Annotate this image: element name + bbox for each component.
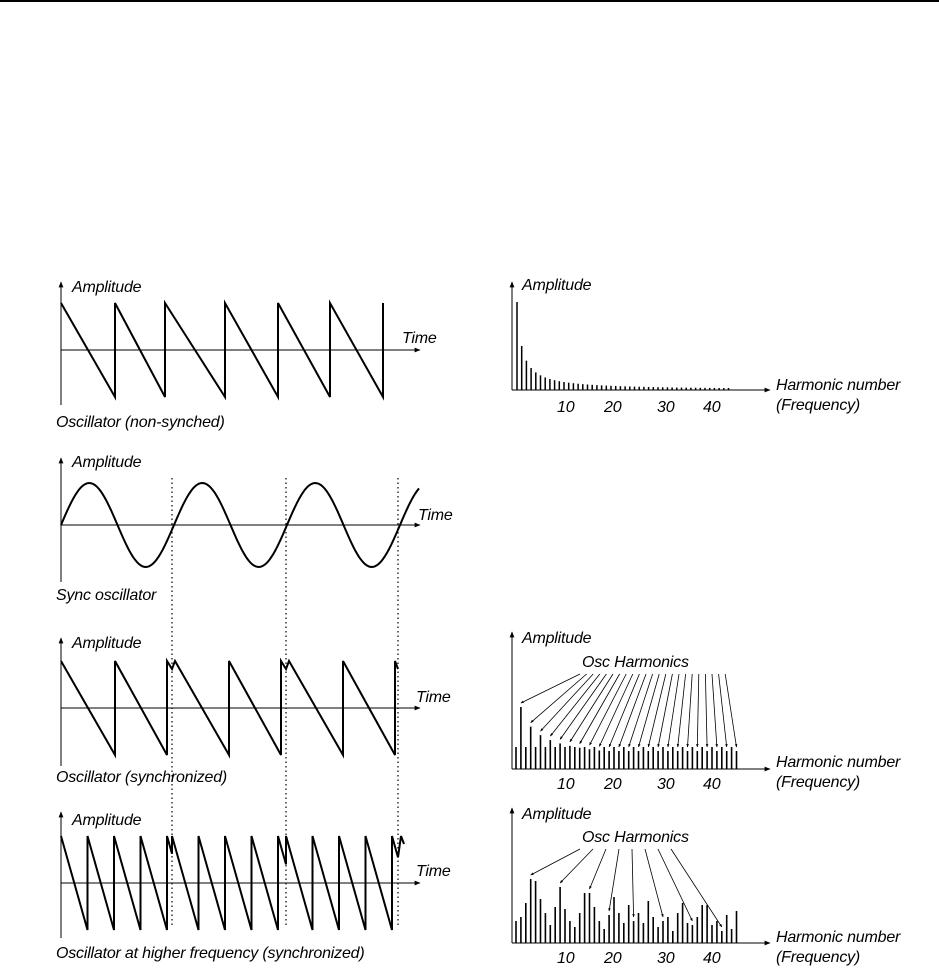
osc-harmonics-label: Osc Harmonics <box>582 829 689 846</box>
harmonic-pointer-arrow <box>550 674 600 736</box>
tick-label: 10 <box>557 776 575 793</box>
spectrum-higher <box>512 806 901 967</box>
spectrum-nonsynched <box>512 277 901 416</box>
harmonic-pointer-arrow <box>590 849 607 889</box>
amplitude-label: Amplitude <box>72 812 142 829</box>
tick-label: 20 <box>604 776 622 793</box>
panel-osc-nonsynched <box>56 279 437 431</box>
harmonic-pointer-arrow <box>599 674 633 746</box>
amplitude-label: Amplitude <box>522 806 592 823</box>
harmonic-pointer-arrow <box>541 674 594 731</box>
harmonic-pointer-arrow <box>668 674 679 747</box>
frequency-label: (Frequency) <box>776 949 861 966</box>
tick-label: 20 <box>604 399 622 416</box>
panel-caption: Oscillator (synchronized) <box>56 769 228 786</box>
tick-label: 30 <box>657 399 675 416</box>
panel-osc-higher <box>56 812 451 962</box>
tick-label: 10 <box>557 399 575 416</box>
harmonic-pointer-arrow <box>705 674 707 747</box>
harmonic-pointer-arrow <box>671 849 722 927</box>
harmonic-pointer-arrows <box>521 674 737 747</box>
spectrum-synchronized <box>512 630 901 793</box>
time-label: Time <box>402 330 437 347</box>
harmonic-pointer-arrow <box>521 674 580 703</box>
panel-caption: Sync oscillator <box>56 587 157 604</box>
harmonic-number-label: Harmonic number <box>776 929 901 946</box>
harmonic-pointer-arrow <box>590 674 627 745</box>
harmonic-pointer-arrow <box>688 674 693 747</box>
tick-label: 30 <box>657 776 675 793</box>
panel-caption: Oscillator at higher frequency (synchronized) <box>56 945 365 962</box>
harmonic-number-label: Harmonic number <box>776 377 901 394</box>
harmonic-pointer-arrow <box>531 674 587 723</box>
harmonic-bars <box>516 707 737 769</box>
tick-label: 40 <box>703 776 721 793</box>
tick-labels <box>557 399 721 416</box>
harmonic-pointer-arrow <box>632 849 634 917</box>
amplitude-label: Amplitude <box>522 630 592 647</box>
panel-osc-synchronized <box>56 635 451 786</box>
harmonic-pointer-arrow <box>560 849 593 883</box>
osc-harmonics-label: Osc Harmonics <box>582 654 689 671</box>
harmonic-pointer-arrow <box>658 674 672 747</box>
amplitude-label: Amplitude <box>72 635 142 652</box>
amplitude-label: Amplitude <box>72 279 142 296</box>
harmonic-pointer-arrow <box>531 849 580 875</box>
time-label: Time <box>416 689 451 706</box>
tick-labels <box>557 950 721 967</box>
harmonic-bars <box>516 879 737 943</box>
harmonic-pointer-arrow <box>712 674 717 747</box>
panel-sync-osc <box>56 454 453 604</box>
harmonic-pointer-arrow <box>560 674 606 739</box>
harmonic-pointer-arrow <box>648 674 666 747</box>
harmonic-pointer-arrow <box>658 849 692 921</box>
harmonic-pointer-arrow <box>580 674 620 744</box>
tick-label: 40 <box>703 950 721 967</box>
frequency-label: (Frequency) <box>776 774 861 791</box>
tick-label: 30 <box>657 950 675 967</box>
harmonic-number-label: Harmonic number <box>776 754 901 771</box>
frequency-label: (Frequency) <box>776 397 861 414</box>
tick-label: 20 <box>604 950 622 967</box>
tick-labels <box>557 776 721 793</box>
panel-caption: Oscillator (non-synched) <box>56 414 225 431</box>
time-label: Time <box>416 863 451 880</box>
tick-label: 40 <box>703 399 721 416</box>
amplitude-label: Amplitude <box>72 454 142 471</box>
amplitude-label: Amplitude <box>522 277 592 294</box>
harmonic-pointer-arrow <box>725 674 736 747</box>
harmonic-bars <box>517 302 729 390</box>
harmonic-pointer-arrow <box>719 674 727 747</box>
time-label: Time <box>418 507 453 524</box>
tick-label: 10 <box>557 950 575 967</box>
harmonic-pointer-arrow <box>697 674 699 747</box>
harmonic-pointer-arrow <box>678 674 686 747</box>
